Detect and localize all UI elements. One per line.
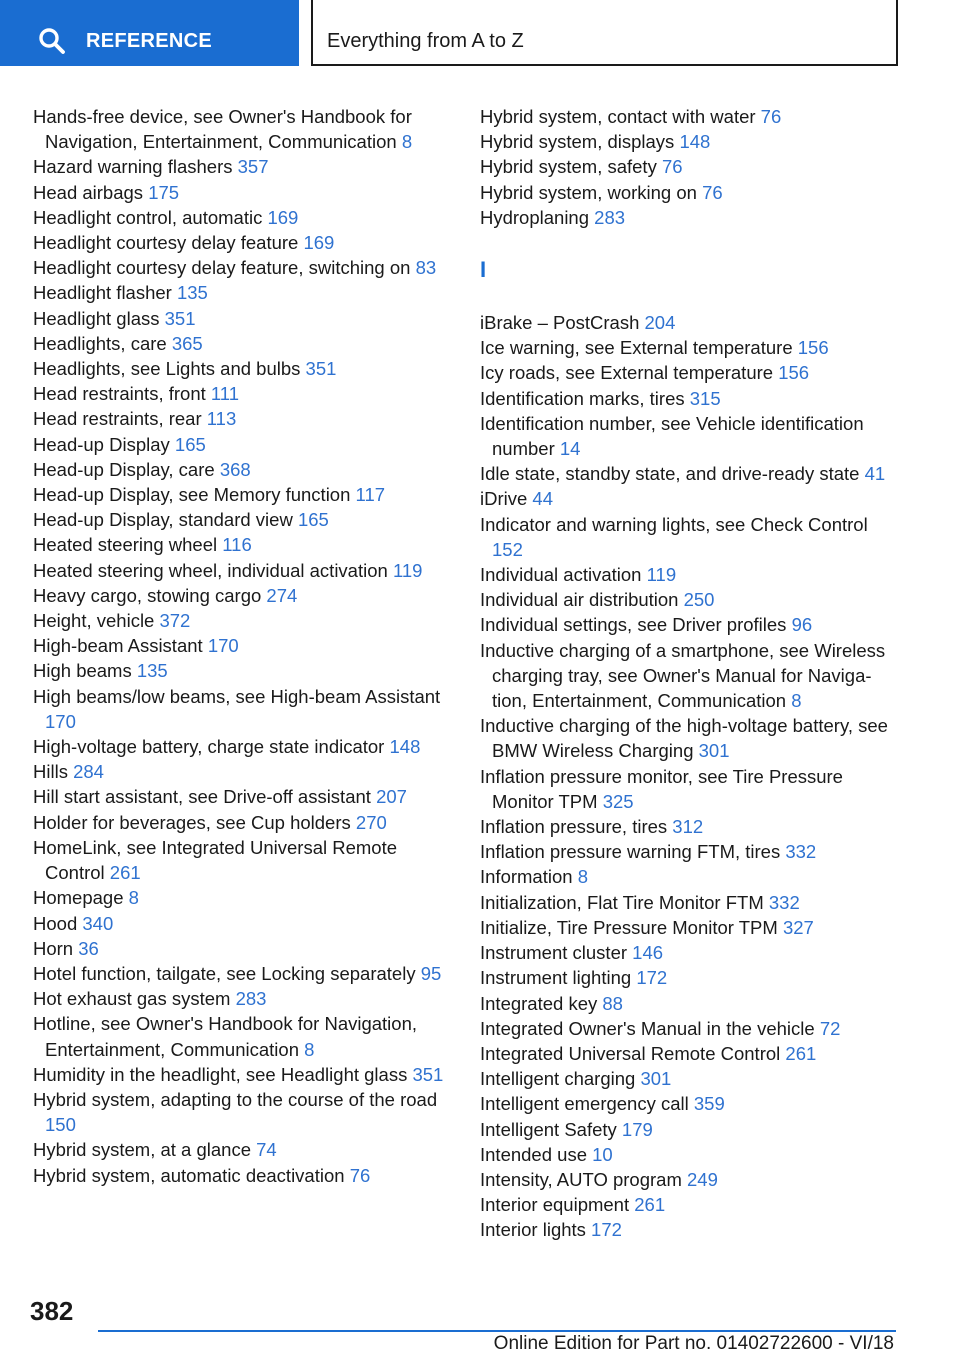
index-entry-text: Hybrid system, contact with water [480, 106, 756, 127]
index-entry [480, 764, 900, 814]
index-entry-text: Headlight control, automatic [33, 206, 263, 228]
index-entry-text: Hotel function, tailgate, see Locking separately [33, 962, 416, 984]
index-page-link[interactable]: 351 [305, 358, 337, 380]
index-entry [480, 587, 900, 612]
letter-heading: I [480, 257, 487, 283]
index-page-link[interactable]: 170 [207, 635, 239, 657]
index-page-link[interactable]: 332 [768, 891, 800, 913]
index-page-link[interactable]: 113 [206, 408, 237, 430]
index-entry [480, 129, 900, 154]
edition-note: Online Edition for Part no. 01402722600 - VI/18 [493, 1333, 894, 1354]
index-page-link[interactable]: 312 [672, 816, 704, 838]
index-page-link[interactable]: 44 [532, 488, 553, 510]
index-column-right [480, 104, 900, 1243]
index-page-link[interactable]: 340 [82, 912, 114, 934]
index-page-link[interactable]: 261 [785, 1042, 817, 1064]
index-entry-text: Head airbags [33, 181, 144, 203]
index-entry-text: Hood [33, 912, 78, 934]
page-number: 382 [30, 1296, 74, 1326]
index-entry [480, 562, 900, 587]
index-entry [480, 1091, 900, 1116]
index-page-link[interactable]: 368 [219, 458, 251, 480]
index-entry-text: Integrated Universal Remote Control [480, 1042, 781, 1064]
index-entry-text: Hill start assistant, see Drive-off assistant [33, 786, 371, 808]
index-page-link[interactable]: 135 [136, 660, 168, 682]
index-page-link[interactable]: 165 [174, 433, 206, 455]
index-entry [480, 638, 900, 714]
index-entry-text: Horn [33, 937, 74, 959]
index-page-link[interactable]: 88 [602, 992, 623, 1014]
index-entry [480, 991, 900, 1016]
index-page-link[interactable]: 270 [355, 811, 387, 833]
reference-tab[interactable] [0, 0, 299, 66]
index-entry [33, 532, 448, 557]
index-page-link[interactable]: 10 [592, 1143, 613, 1165]
index-entry-text: Interior equipment [480, 1194, 630, 1216]
index-entry-text: Integrated Owner's Manual in the vehicle [480, 1017, 815, 1039]
index-entry [480, 310, 900, 335]
index-entry [480, 205, 900, 230]
index-entry [33, 936, 448, 961]
index-group-i [480, 310, 900, 1243]
index-entry [33, 255, 448, 280]
index-entry [480, 486, 900, 511]
index-entry [33, 180, 448, 205]
index-page-link[interactable]: 179 [621, 1118, 653, 1140]
index-entry-text: High-voltage battery, charge state indicator [33, 736, 385, 758]
index-page-link[interactable]: 283 [235, 988, 267, 1010]
index-entry [33, 381, 448, 406]
index-entry [33, 583, 448, 608]
index-entry-text: Idle state, standby state, and drive-ready state [480, 463, 860, 485]
index-entry-text: Hands-free device, see Owner's Handbook for Navigation, Entertainment, Communication [33, 106, 412, 153]
index-page-link[interactable]: 8 [401, 131, 413, 153]
index-entry [480, 1016, 900, 1041]
index-entry-text: Head restraints, rear [33, 408, 202, 430]
index-page-link[interactable]: 116 [222, 534, 252, 556]
index-entry-text: HomeLink, see Integrated Universal Remote Control [33, 836, 398, 884]
index-entry [33, 331, 448, 356]
index-page-link[interactable]: 261 [634, 1194, 666, 1216]
index-entry [33, 608, 448, 633]
index-page-link[interactable]: 76 [702, 181, 723, 203]
index-page-link[interactable]: 96 [791, 614, 813, 636]
index-entry-text: Holder for beverages, see Cup holders [33, 811, 351, 833]
index-page-link[interactable]: 315 [689, 387, 721, 409]
index-page-link[interactable]: 36 [78, 937, 99, 959]
index-entry-text: Heated steering wheel [33, 534, 218, 556]
index-entry [33, 734, 448, 759]
index-entry [33, 911, 448, 936]
index-entry-text: Headlight flasher [33, 282, 172, 304]
index-page-link[interactable]: 150 [45, 1114, 76, 1136]
index-entry-text: Headlights, care [33, 332, 167, 354]
index-entry-text: iBrake – PostCrash [480, 312, 640, 334]
index-entry [33, 432, 448, 457]
index-page-link[interactable]: 148 [679, 131, 711, 153]
index-entry [33, 759, 448, 784]
page-header [0, 0, 960, 66]
index-entry-text: High beams [33, 660, 132, 682]
index-entry [480, 461, 900, 486]
index-entry [33, 558, 448, 583]
index-entry [480, 915, 900, 940]
index-entry [480, 360, 900, 385]
index-page-link[interactable]: 111 [210, 383, 240, 405]
index-entry [33, 306, 448, 331]
index-entry-text: Intended use [480, 1143, 587, 1165]
index-entry [33, 684, 448, 734]
index-entry [480, 1117, 900, 1142]
index-page-link[interactable]: 325 [602, 790, 634, 812]
index-page-link[interactable]: 357 [237, 156, 269, 178]
index-page-link[interactable]: 152 [492, 538, 523, 560]
index-entry-text: Headlight courtesy delay feature [33, 232, 299, 254]
index-page-link[interactable]: 327 [782, 916, 814, 938]
index-entry [480, 1041, 900, 1066]
index-entry-text: Head-up Display, see Memory function [33, 484, 351, 506]
index-entry [33, 356, 448, 381]
index-page-link[interactable]: 156 [797, 337, 829, 359]
chapter-title: Everything from A to Z [327, 30, 524, 52]
index-entry-text: Headlights, see Lights and bulbs [33, 358, 301, 380]
index-entry [33, 280, 448, 305]
index-entry-text: Head-up Display, standard view [33, 509, 293, 531]
index-entry [33, 154, 448, 179]
footer-divider [98, 1330, 896, 1332]
index-entry [33, 104, 448, 154]
index-entry-text: Heated steering wheel, individual activation [33, 559, 388, 581]
index-entry-text: Initialize, Tire Pressure Monitor TPM [480, 916, 778, 938]
index-page-link[interactable]: 351 [412, 1063, 444, 1085]
index-entry [480, 386, 900, 411]
index-page-link[interactable]: 8 [577, 866, 588, 888]
index-page-link[interactable]: 8 [128, 887, 139, 909]
index-entry [480, 180, 900, 205]
index-entry-text: Identification marks, tires [480, 387, 685, 409]
index-page-link[interactable]: 359 [693, 1093, 725, 1115]
index-entry-text: Hybrid system, safety [480, 156, 657, 178]
index-entry-text: Instrument cluster [480, 942, 628, 964]
index-page-link[interactable]: 165 [297, 509, 329, 531]
index-entry [480, 1167, 900, 1192]
index-entry-text: Heavy cargo, stowing cargo [33, 584, 262, 606]
index-entry-text: Humidity in the headlight, see Headlight glass [33, 1063, 408, 1085]
index-page-link[interactable]: 172 [636, 967, 668, 989]
index-entry [33, 406, 448, 431]
index-page-link[interactable]: 283 [594, 206, 626, 228]
index-entry-text: Individual settings, see Driver profiles [480, 614, 787, 636]
index-page-link[interactable]: 83 [415, 257, 437, 279]
index-entry-text: Head restraints, front [33, 383, 206, 405]
index-page-link[interactable]: 261 [109, 862, 141, 884]
index-entry [33, 1062, 448, 1087]
index-entry [33, 1011, 448, 1061]
index-entry [33, 1163, 448, 1188]
index-page-link[interactable]: 169 [303, 232, 335, 254]
index-page-link[interactable]: 119 [392, 559, 423, 581]
index-entry-text: Indicator and warning lights, see Check Control [480, 513, 868, 535]
index-entry [480, 335, 900, 360]
index-entry-text: iDrive [480, 488, 528, 510]
index-page-link[interactable]: 249 [687, 1168, 718, 1190]
index-entry [33, 658, 448, 683]
index-page-link[interactable]: 76 [760, 106, 782, 127]
index-entry-text: Hazard warning flashers [33, 156, 233, 178]
index-page-link[interactable]: 135 [176, 282, 208, 304]
index-page-link[interactable]: 301 [698, 740, 730, 762]
index-entry-text: Head-up Display [33, 433, 170, 455]
index-entry [33, 835, 448, 885]
index-page-link[interactable]: 204 [644, 312, 676, 334]
index-page-link[interactable]: 207 [376, 786, 407, 808]
index-entry-text: Headlight courtesy delay feature, switching on [33, 257, 411, 279]
index-entry [480, 864, 900, 889]
index-page-link[interactable]: 8 [304, 1038, 315, 1060]
index-entry [480, 839, 900, 864]
index-page-link[interactable]: 117 [355, 484, 386, 506]
index-entry-text: Hybrid system, displays [480, 131, 675, 153]
section-label: REFERENCE [86, 30, 213, 52]
index-entry-text: Information [480, 866, 573, 888]
index-entry-text: Inflation pressure warning FTM, tires [480, 841, 781, 863]
index-entry-text: Hot exhaust gas system [33, 988, 231, 1010]
index-page-link[interactable]: 170 [45, 710, 76, 732]
index-entry [480, 411, 900, 461]
index-entry [480, 1142, 900, 1167]
index-entry [480, 612, 900, 637]
index-entry [480, 1066, 900, 1091]
index-group-h-continued [480, 104, 900, 230]
index-entry-text: Hybrid system, at a glance [33, 1139, 251, 1161]
index-entry [480, 713, 900, 763]
index-entry-text: Hybrid system, working on [480, 181, 697, 203]
search-icon [38, 27, 66, 55]
index-entry [33, 482, 448, 507]
index-entry [33, 633, 448, 658]
index-entry-text: Individual activation [480, 564, 642, 586]
index-page-link[interactable]: 72 [819, 1017, 841, 1039]
index-entry-text: Headlight glass [33, 307, 160, 329]
index-entry [480, 1192, 900, 1217]
index-entry-text: Initialization, Flat Tire Monitor FTM [480, 891, 764, 913]
index-entry-text: Homepage [33, 887, 124, 909]
chapter-title-box [311, 0, 898, 66]
index-entry-text: Hills [33, 761, 68, 783]
index-entry [480, 1217, 900, 1242]
index-entry-text: Hybrid system, adapting to the course of the road [33, 1088, 438, 1110]
index-entry-text: Integrated key [480, 992, 598, 1014]
index-entry [33, 1137, 448, 1162]
index-entry-text: Inflation pressure, tires [480, 816, 668, 838]
index-entry [33, 507, 448, 532]
index-entry [480, 814, 900, 839]
index-entry [33, 961, 448, 986]
index-entry-text: High-beam Assistant [33, 635, 203, 657]
index-page-link[interactable]: 372 [159, 610, 191, 632]
index-page-link[interactable]: 156 [778, 362, 810, 384]
index-entry [480, 104, 900, 129]
index-page-link[interactable]: 175 [148, 181, 180, 203]
index-entry-text: Intelligent Safety [480, 1118, 617, 1140]
index-entry-text: Hotline, see Owner's Handbook for Navigation, Entertainment, Communication [33, 1013, 418, 1060]
index-entry [480, 154, 900, 179]
index-entry [33, 205, 448, 230]
index-page-link[interactable]: 365 [171, 332, 203, 354]
index-entry-text: Intensity, AUTO program [480, 1168, 682, 1190]
index-entry [480, 940, 900, 965]
index-entry [33, 230, 448, 255]
index-entry-text: Inductive charging of the high-voltage battery, see BMW Wireless Charging [480, 715, 888, 762]
index-entry-text: Inductive charging of a smartphone, see Wireless charging tray, see Owner's Manual for Navigation, Entertainment, Communication [480, 639, 886, 712]
index-page-link[interactable]: 8 [791, 690, 802, 712]
index-page-link[interactable]: 14 [559, 438, 581, 460]
index-page-link[interactable]: 95 [420, 962, 442, 984]
index-page-link[interactable]: 351 [164, 307, 196, 329]
index-page-link[interactable]: 301 [640, 1068, 672, 1090]
index-page-link[interactable]: 172 [591, 1219, 622, 1241]
index-entry-text: Intelligent emergency call [480, 1093, 689, 1115]
index-column-left [33, 104, 448, 1188]
index-page-link[interactable]: 274 [266, 584, 298, 606]
index-entry-text: Head-up Display, care [33, 458, 215, 480]
index-entry [33, 457, 448, 482]
index-entry-text: Height, vehicle [33, 610, 155, 632]
index-entry-text: Intelligent charging [480, 1068, 636, 1090]
index-page-link[interactable]: 76 [349, 1164, 371, 1186]
index-entry-text: Icy roads, see External temperature [480, 362, 774, 384]
index-page-link[interactable]: 76 [661, 156, 683, 178]
index-page-link[interactable]: 250 [683, 589, 715, 611]
index-page-link[interactable]: 41 [864, 463, 886, 485]
index-page-link[interactable]: 74 [256, 1139, 277, 1161]
index-entry-text: Hybrid system, automatic deactivation [33, 1164, 345, 1186]
index-page-link[interactable]: 119 [646, 564, 677, 586]
index-entry [480, 965, 900, 990]
index-entry-text: Inflation pressure monitor, see Tire Pressure Monitor TPM [480, 765, 843, 812]
index-entry-text: Hydroplaning [480, 206, 590, 228]
index-entry [33, 986, 448, 1011]
index-page-link[interactable]: 169 [267, 206, 299, 228]
index-entry [480, 890, 900, 915]
index-page-link[interactable]: 332 [785, 841, 817, 863]
index-entry-text: Instrument lighting [480, 967, 632, 989]
index-entry [33, 885, 448, 910]
index-entry [480, 512, 900, 562]
index-entry [33, 810, 448, 835]
index-entry-text: High beams/low beams, see High-beam Assistant [33, 685, 441, 707]
index-page-link[interactable]: 284 [73, 761, 104, 783]
index-entry [33, 1087, 448, 1137]
index-entry-text: Interior lights [480, 1219, 586, 1241]
index-entry-text: Ice warning, see External temperature [480, 337, 793, 359]
index-entry-text: Individual air distribution [480, 589, 679, 611]
index-entry-text: Identification number, see Vehicle identification number [480, 412, 864, 460]
index-entry [33, 784, 448, 809]
index-page-link[interactable]: 146 [632, 942, 664, 964]
index-page-link[interactable]: 148 [389, 736, 421, 758]
